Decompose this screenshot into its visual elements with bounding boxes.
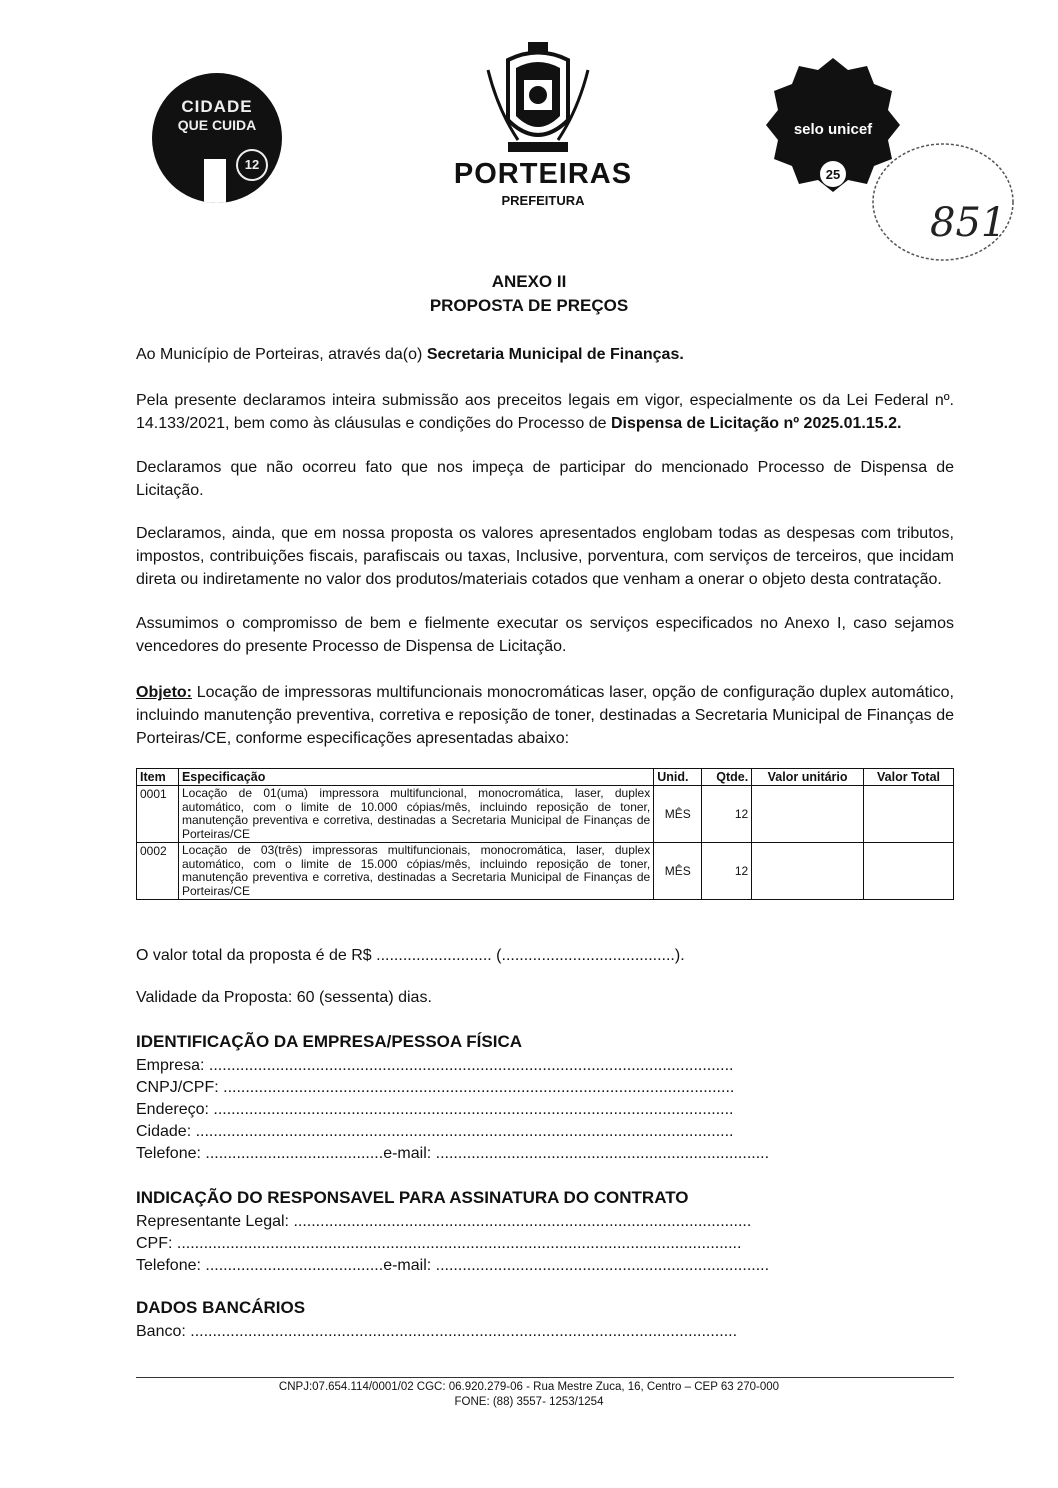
- logo-badge: 12: [236, 149, 268, 181]
- header-item: Item: [137, 769, 179, 786]
- cell-qtde: 12: [702, 843, 752, 900]
- cpf-field[interactable]: CPF: ...............................................................................................................................: [136, 1235, 742, 1252]
- endereco-field[interactable]: Endereço: .....................................................................................................................: [136, 1101, 734, 1118]
- header-unid: Unid.: [654, 769, 702, 786]
- cell-unid: MÊS: [654, 843, 702, 900]
- table-header-row: [137, 769, 954, 786]
- header-valor-unitario: Valor unitário: [752, 769, 864, 786]
- cell-spec: Locação de 01(uma) impressora multifuncional, monocromática, laser, duplex automático, com o limite de 10.000 cópias/mês, incluindo reposição de toner, manutenção preventiva e corretiva, destinadas a Secretaria Municipal de Finanças de Porteiras/CE: [178, 786, 653, 843]
- cell-unid: MÊS: [654, 786, 702, 843]
- proposal-title: PROPOSTA DE PREÇOS: [429, 296, 629, 315]
- crest-title: PORTEIRAS: [453, 158, 633, 190]
- identificacao-title: IDENTIFICAÇÃO DA EMPRESA/PESSOA FÍSICA: [136, 1032, 522, 1051]
- header-spec: Especificação: [178, 769, 653, 786]
- cell-qtde: 12: [702, 786, 752, 843]
- header-qtde: Qtde.: [702, 769, 752, 786]
- telefone-email-field-2[interactable]: Telefone: ........................................e-mail: ...........................................................................: [136, 1257, 770, 1274]
- paragraph-no-impediment: Declaramos que não ocorreu fato que nos impeça de participar do mencionado Processo de Dispensa de Licitação.: [136, 459, 954, 499]
- cidade-field[interactable]: Cidade: .........................................................................................................................: [136, 1123, 734, 1140]
- crest-subtitle: PREFEITURA: [501, 193, 585, 208]
- cidade-que-cuida-logo: [152, 73, 282, 203]
- header-valor-total: Valor Total: [864, 769, 954, 786]
- table-row: [137, 843, 954, 900]
- cell-valor-unitario[interactable]: [752, 786, 864, 843]
- telefone-email-field[interactable]: Telefone: ........................................e-mail: ...........................................................................: [136, 1145, 770, 1162]
- valor-total-line[interactable]: O valor total da proposta é de R$ .......................... (.......................................).: [136, 947, 685, 964]
- footer-address: CNPJ:07.654.114/0001/02 CGC: 06.920.279-06 - Rua Mestre Zuca, 16, Centro – CEP 63 270-000: [278, 1381, 780, 1393]
- paragraph-commitment: Assumimos o compromisso de bem e fielmente executar os serviços especificados no Anexo I, caso sejamos vencedores do presente Processo de Dispensa de Licitação.: [136, 615, 954, 655]
- unicef-text: selo unicef: [793, 121, 873, 138]
- table-row: [137, 786, 954, 843]
- logo-line1: CIDADE: [181, 97, 253, 116]
- cnpj-field[interactable]: CNPJ/CPF: ...................................................................................................................: [136, 1079, 735, 1096]
- svg-text:25: 25: [825, 167, 841, 182]
- footer-phone: FONE: (88) 3557- 1253/1254: [454, 1396, 604, 1408]
- logo-line2: QUE CUIDA: [177, 117, 257, 133]
- paragraph-objeto: Objeto: Locação de impressoras multifuncionais monocromáticas laser, opção de configuração duplex automático, incluindo manutenção preventiva, corretiva e reposição de toner, destinadas a Secretaria Municipal de Finanças de Porteiras/CE, conforme especificações apresentadas abaixo:: [136, 684, 954, 747]
- paragraph-expenses: Declaramos, ainda, que em nossa proposta os valores apresentados englobam todas as despesas com tributos, impostos, contribuições fiscais, parafiscais ou taxas, Inclusive, porventura, com serviços de terceiros, que incidam direta ou indiretamente no valor dos produtos/materiais cotados que venham a onerar o objeto desta contratação.: [136, 525, 954, 588]
- dados-bancarios-title: DADOS BANCÁRIOS: [136, 1298, 306, 1317]
- cell-item: 0002: [137, 843, 179, 900]
- banco-field[interactable]: Banco: ...........................................................................................................................: [136, 1323, 738, 1340]
- cell-valor-total[interactable]: [864, 786, 954, 843]
- stamp-number: 851: [930, 200, 1007, 246]
- porteiras-crest-icon: [478, 40, 598, 160]
- paragraph-recipient: Ao Município de Porteiras, através da(o) Secretaria Municipal de Finanças.: [136, 346, 684, 363]
- empresa-field[interactable]: Empresa: ......................................................................................................................: [136, 1057, 734, 1074]
- cell-spec: Locação de 03(três) impressoras multifuncionais, monocromática, laser, duplex automático, com o limite de 15.000 cópias/mês, incluindo reposição de toner, manutenção preventiva e corretiva, destinadas a Secretaria Municipal de Finanças de Porteiras/CE: [178, 843, 653, 900]
- items-table: [136, 768, 954, 900]
- cell-valor-unitario[interactable]: [752, 843, 864, 900]
- cell-valor-total[interactable]: [864, 843, 954, 900]
- cell-item: 0001: [137, 786, 179, 843]
- annex-title: ANEXO II: [491, 272, 567, 291]
- responsavel-title: INDICAÇÃO DO RESPONSAVEL PARA ASSINATURA DO CONTRATO: [136, 1188, 689, 1207]
- representante-field[interactable]: Representante Legal: .......................................................................................................: [136, 1213, 752, 1230]
- paragraph-submission: Pela presente declaramos inteira submissão aos preceitos legais em vigor, especialmente os da Lei Federal nº. 14.133/2021, bem como às cláusulas e condições do Processo de Dispensa de Licitação nº 2025.01.15.2.: [136, 392, 954, 432]
- footer-divider: [136, 1377, 954, 1378]
- validade-line: Validade da Proposta: 60 (sessenta) dias.: [136, 989, 432, 1006]
- logo-notch: [204, 159, 226, 203]
